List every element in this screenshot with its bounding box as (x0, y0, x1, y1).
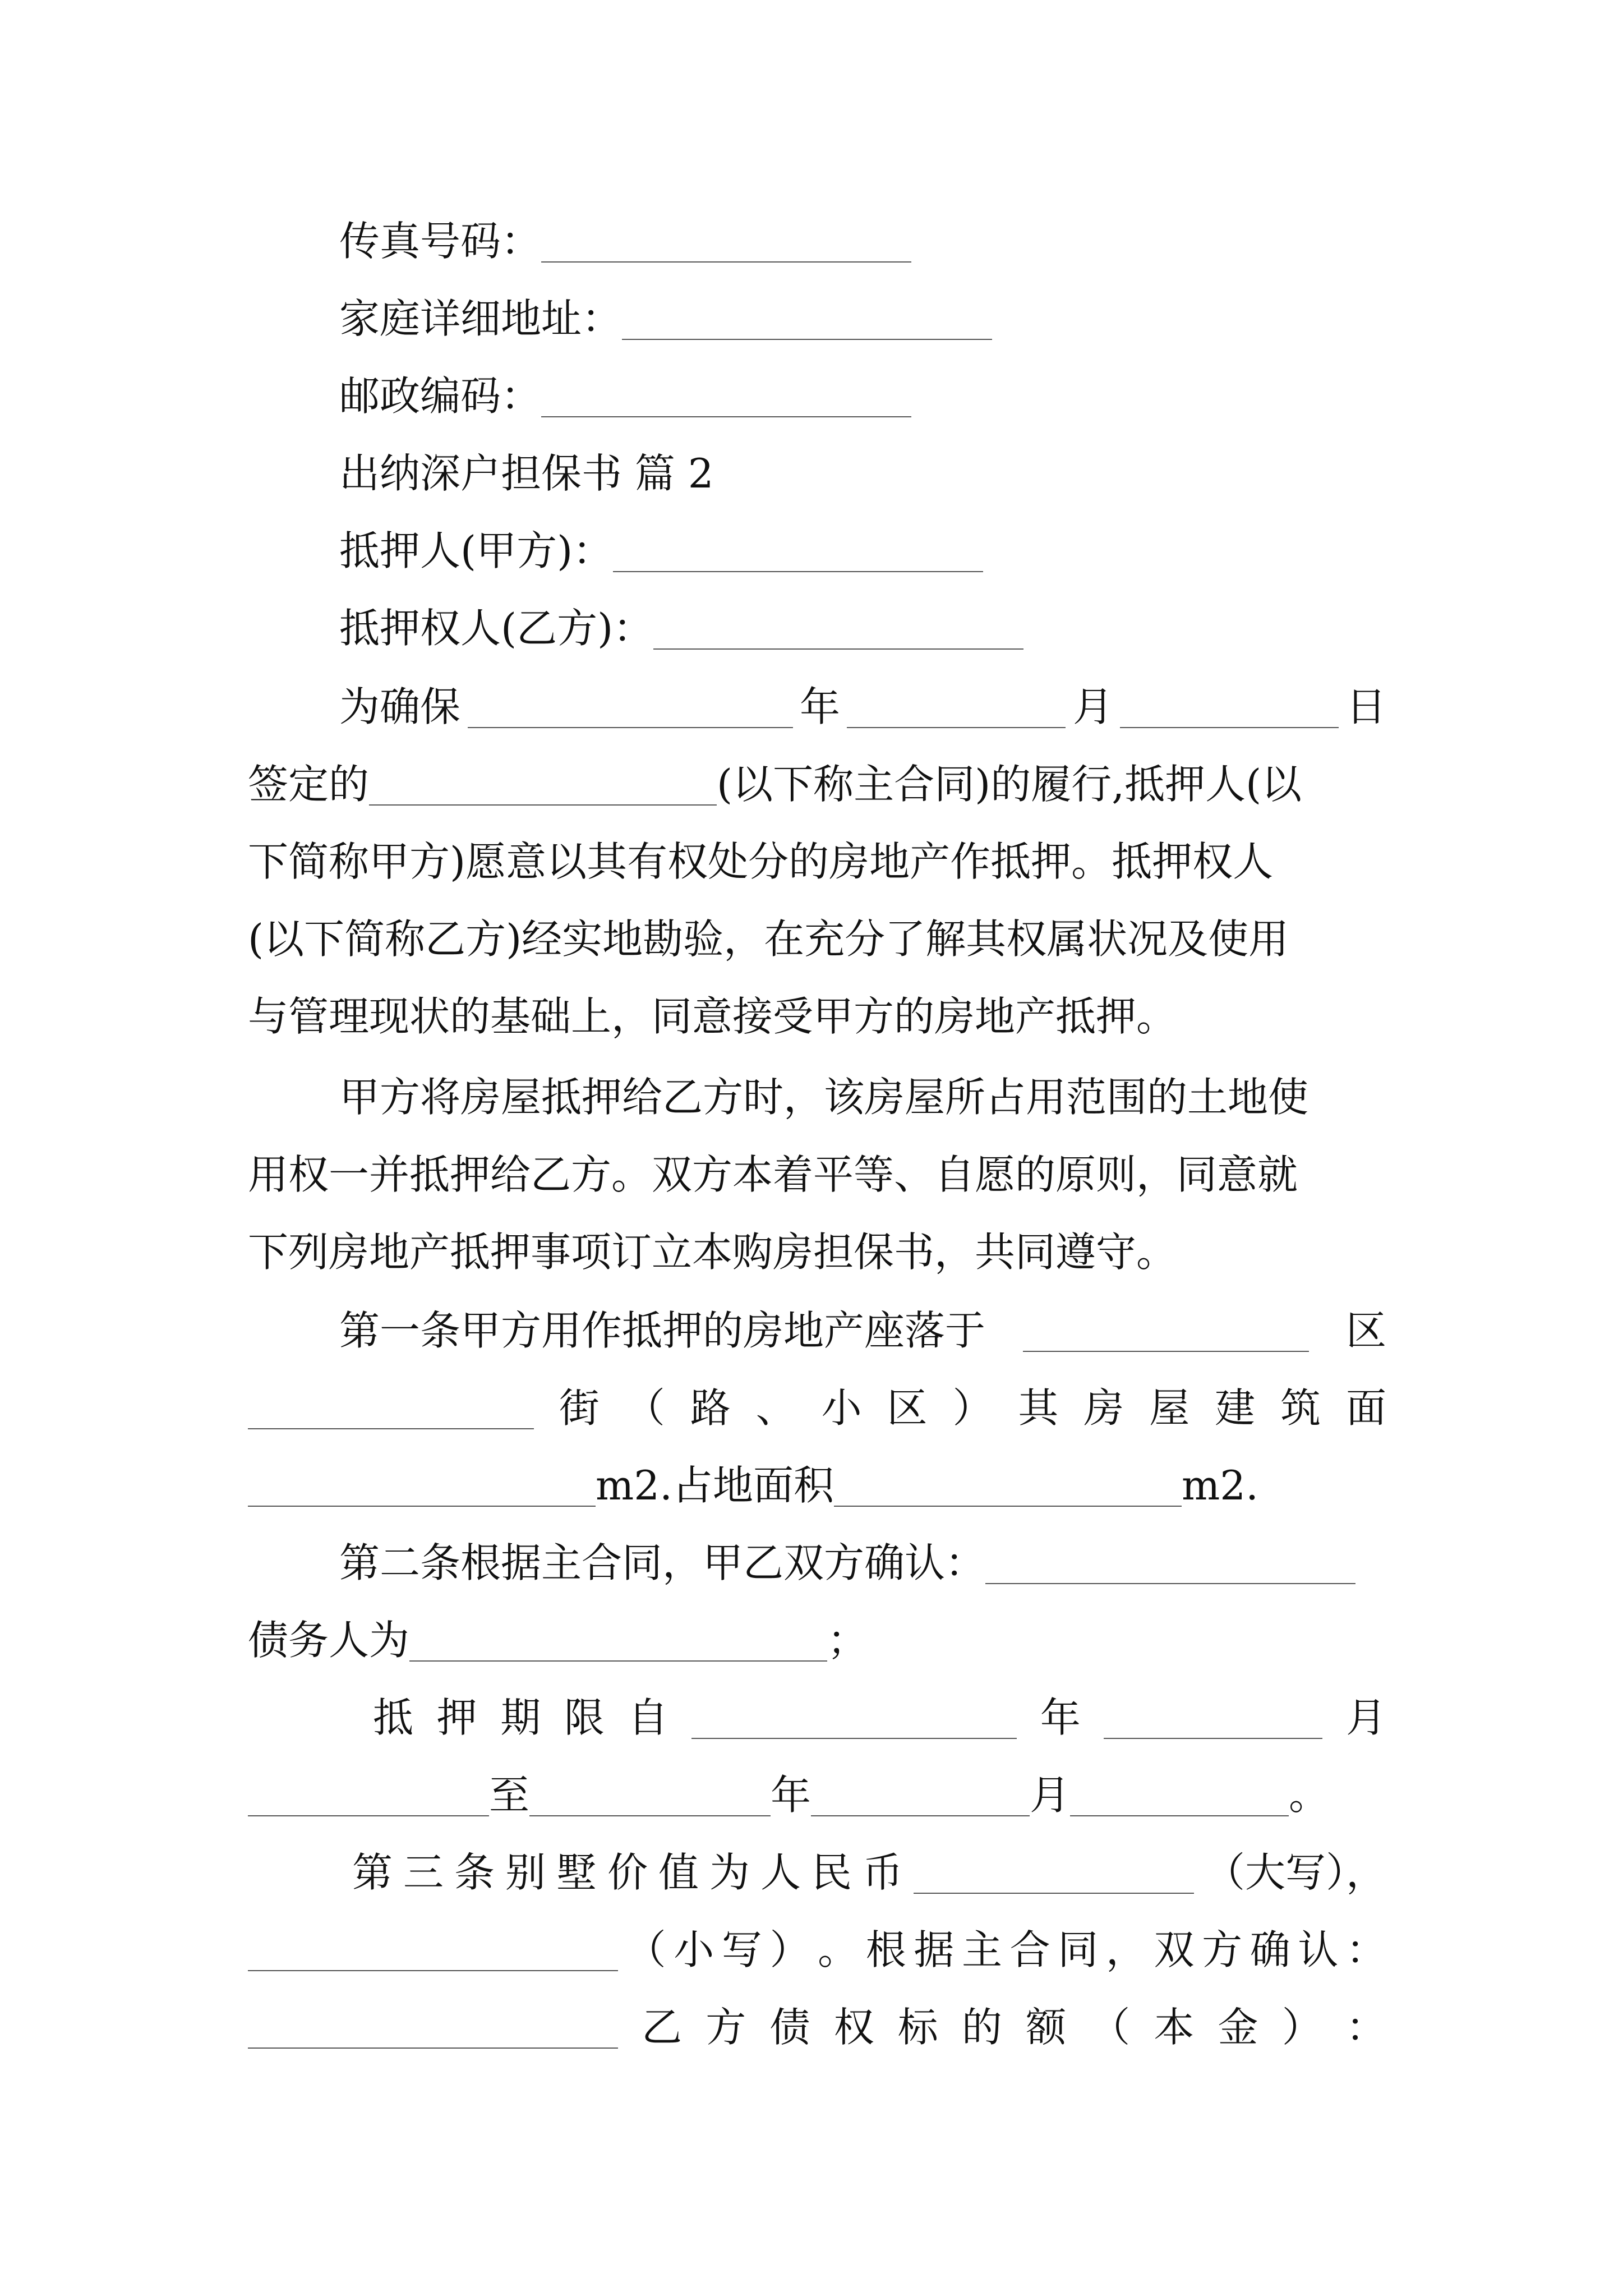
art2-text-c: ； (827, 1617, 868, 1664)
art3-d-1: 方 (706, 2004, 746, 2051)
art2-d-2: 期 (500, 1694, 541, 1741)
art1-c-5: 区 (887, 1384, 928, 1432)
art3-a-4: 墅 (556, 1849, 597, 1896)
art2-blank-3 (691, 1683, 1017, 1739)
art3-c-2: 写 (721, 1926, 762, 1973)
art1-text-e: m2. (1181, 1462, 1258, 1509)
section-title-line (339, 445, 1478, 501)
art3-c-5: 根 (865, 1926, 906, 1973)
postal-code-line (339, 368, 1478, 424)
art3-a-6: 值 (658, 1849, 699, 1896)
p1-line-2 (248, 756, 1386, 812)
art3-a-2: 条 (454, 1849, 495, 1896)
art3-c-4: 。 (818, 1926, 859, 1973)
art3-c-7: 主 (961, 1926, 1002, 1973)
p1-line-4 (248, 911, 1386, 967)
art2-d-4: 自 (628, 1694, 668, 1741)
art3-a-1: 三 (403, 1849, 444, 1896)
art3-d-0: 乙 (642, 2004, 683, 2051)
home-address-label: 家庭详细地址： (339, 295, 623, 342)
art3-d-10: ） (1281, 2004, 1322, 2051)
home-address-blank (622, 284, 992, 340)
art3-blank-2 (248, 1915, 618, 1971)
fax-line (339, 213, 1478, 269)
art1-c-2: 路 (690, 1384, 731, 1432)
art2-text-e: 年 (1040, 1694, 1081, 1741)
art1-text-d: m2.占地面积 (596, 1462, 834, 1509)
art2-text-f: 月 (1345, 1694, 1386, 1741)
art1-blank-4 (834, 1451, 1182, 1507)
art3-c-6: 据 (914, 1926, 955, 1973)
art1-blank-2 (248, 1373, 534, 1429)
postal-code-label: 邮政编码： (339, 372, 542, 420)
art3-c-8: 合 (1009, 1926, 1050, 1973)
art3-c-9: 同 (1058, 1926, 1099, 1973)
art2-blank-8 (1070, 1760, 1289, 1816)
art2-text-g: 至 (489, 1772, 530, 1819)
art3-line-1 (352, 1844, 1386, 1901)
art3-d-6: 额 (1026, 2004, 1067, 2051)
art2-d-0: 抵 (373, 1694, 414, 1741)
p1-text-e: 签定的 (248, 761, 370, 808)
art3-a-0: 第 (352, 1849, 393, 1896)
art3-line-2 (248, 1922, 1386, 1978)
art1-c-6: ） (952, 1384, 993, 1432)
art2-blank-2 (409, 1605, 827, 1662)
postal-code-blank (541, 361, 911, 417)
p1-blank-1 (468, 672, 793, 728)
art1-c-10: 建 (1215, 1384, 1256, 1432)
mortgagor-label: 抵押人(甲方)： (339, 527, 614, 574)
p1-text-b: 年 (799, 683, 840, 730)
art2-text-h: 年 (771, 1772, 811, 1819)
art1-line-3 (248, 1457, 1386, 1513)
p1-text-h: (以下简称乙方)经实地勘验，在充分了解其权属状况及使用 (248, 915, 1289, 963)
p1-line-3 (248, 834, 1386, 890)
mortgagee-line (339, 600, 1478, 656)
art1-c-3: 、 (755, 1384, 796, 1432)
art2-blank-1 (985, 1528, 1355, 1584)
p1-blank-2 (847, 672, 1066, 728)
p1-text-c: 月 (1072, 683, 1113, 730)
p1-blank-4 (369, 749, 717, 806)
art3-c-13: 确 (1249, 1926, 1290, 1973)
art3-d-3: 权 (833, 2004, 874, 2051)
art3-d-11: ： (1345, 2004, 1386, 2051)
art1-blank-1 (1023, 1296, 1309, 1352)
art3-d-4: 标 (897, 2004, 938, 2051)
p1-blank-3 (1120, 672, 1339, 728)
art2-line-3 (373, 1690, 1386, 1746)
art2-d-1: 押 (436, 1694, 477, 1741)
art3-line-3 (248, 1999, 1386, 2055)
art3-d-5: 的 (961, 2004, 1002, 2051)
art2-d-3: 限 (564, 1694, 605, 1741)
art1-c-11: 筑 (1280, 1384, 1321, 1432)
art2-blank-7 (811, 1760, 1030, 1816)
art3-c-12: 方 (1202, 1926, 1243, 1973)
art3-text-b: （大写）， (1204, 1849, 1386, 1896)
art2-line-4 (248, 1767, 1386, 1823)
art2-blank-6 (529, 1760, 771, 1816)
p1-text-g: 下简称甲方)愿意以其有权处分的房地产作抵押。抵押权人 (248, 838, 1274, 885)
art3-a-7: 为 (709, 1849, 750, 1896)
art1-c-0: 街 (559, 1384, 600, 1432)
fax-blank (541, 206, 911, 263)
mortgagor-blank (613, 516, 983, 572)
home-address-line (339, 291, 1478, 347)
p1-text-f: (以下称主合同)的履行,抵押人(以 (717, 761, 1302, 808)
art3-d-9: 金 (1218, 2004, 1258, 2051)
art2-text-b: 债务人为 (248, 1617, 410, 1664)
p1-line-5 (248, 988, 1386, 1045)
p2-text-b: 用权一并抵押给乙方。双方本着平等、自愿的原则，同意就 (248, 1151, 1298, 1198)
art3-c-14: 认 (1298, 1926, 1339, 1973)
art1-c-9: 屋 (1149, 1384, 1190, 1432)
art3-a-8: 人 (760, 1849, 801, 1896)
art2-blank-5 (248, 1760, 489, 1816)
art3-d-2: 债 (769, 2004, 810, 2051)
art2-text-j: 。 (1289, 1772, 1330, 1819)
art3-blank-1 (914, 1838, 1194, 1894)
art1-c-12: 面 (1345, 1384, 1386, 1432)
art3-c-0: （ (625, 1926, 666, 1973)
mortgagee-label: 抵押权人(乙方)： (339, 605, 654, 652)
p1-text-a: 为确保 (339, 683, 461, 730)
mortgagor-line (339, 523, 1478, 579)
art1-text-a: 第一条甲方用作抵押的房地产座落于 (339, 1307, 986, 1354)
art3-a-9: 民 (811, 1849, 852, 1896)
art1-blank-3 (248, 1451, 596, 1507)
p1-text-d: 日 (1345, 683, 1386, 730)
art3-c-3: ） (769, 1926, 810, 1973)
mortgagee-blank (653, 593, 1023, 650)
art1-line-2 (248, 1380, 1386, 1436)
art3-a-5: 价 (607, 1849, 648, 1896)
art1-c-1: （ (624, 1384, 665, 1432)
art3-d-8: 本 (1154, 2004, 1195, 2051)
art2-text-a: 第二条根据主合同，甲乙双方确认： (339, 1539, 986, 1586)
p2-line-3 (248, 1224, 1386, 1280)
art3-c-15: ： (1345, 1926, 1386, 1973)
art3-blank-3 (248, 1993, 618, 2049)
art2-line-2 (248, 1612, 1386, 1668)
p2-line-2 (248, 1147, 1386, 1203)
p1-text-i: 与管理现状的基础上，同意接受甲方的房地产抵押。 (248, 993, 1177, 1040)
art2-blank-4 (1104, 1683, 1322, 1739)
art1-c-7: 其 (1018, 1384, 1059, 1432)
art3-a-10: 币 (863, 1849, 903, 1896)
art2-text-i: 月 (1030, 1772, 1071, 1819)
art3-a-3: 别 (505, 1849, 546, 1896)
art1-c-8: 房 (1083, 1384, 1124, 1432)
fax-label: 传真号码： (339, 218, 542, 265)
art2-line-1 (339, 1535, 1478, 1591)
art1-c-4: 小 (821, 1384, 862, 1432)
art1-line-1 (339, 1303, 1386, 1359)
p2-text-a: 甲方将房屋抵押给乙方时，该房屋所占用范围的土地使 (339, 1074, 1309, 1121)
art3-c-1: 小 (674, 1926, 714, 1973)
p2-line-1 (339, 1069, 1478, 1125)
art3-d-7: （ (1090, 2004, 1131, 2051)
p1-line-1 (339, 679, 1386, 735)
art3-c-11: 双 (1154, 1926, 1195, 1973)
art1-text-b: 区 (1345, 1307, 1386, 1354)
p2-text-c: 下列房地产抵押事项订立本购房担保书，共同遵守。 (248, 1228, 1177, 1276)
art3-c-10: ， (1105, 1926, 1146, 1973)
section-title: 出纳深户担保书 篇 2 (339, 450, 714, 497)
